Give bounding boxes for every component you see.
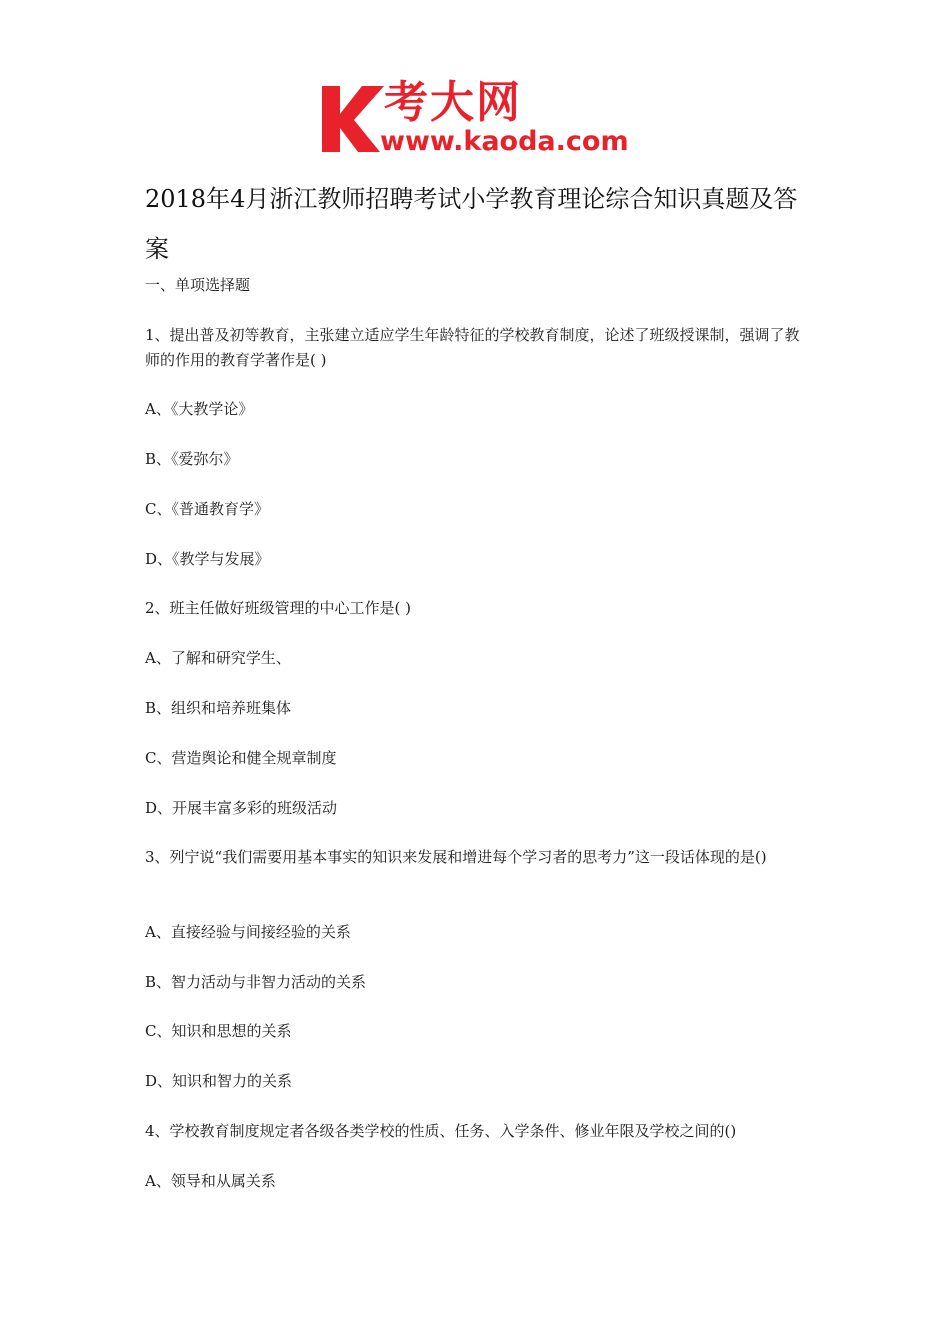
question-option: B、智力活动与非智力活动的关系: [145, 973, 367, 991]
question-option: A、了解和研究学生、: [145, 649, 291, 667]
question-stem: 1、提出普及初等教育，主张建立适应学生年龄特征的学校教育制度，论述了班级授课制，强调了教师的作用的教育学著作是( ): [145, 326, 800, 369]
question-option: D、知识和智力的关系: [145, 1072, 293, 1090]
question-option: C、《普通教育学》: [145, 500, 269, 518]
section-heading: 一、单项选择题: [145, 276, 251, 294]
kaoda-logo: [318, 78, 640, 160]
question-option: D、开展丰富多彩的班级活动: [145, 799, 338, 817]
question-option: C、知识和思想的关系: [145, 1022, 292, 1040]
question-stem: 2、班主任做好班级管理的中心工作是( ): [145, 599, 412, 617]
question-option: A、《大教学论》: [145, 400, 254, 418]
logo-brand-text: 考大网: [384, 77, 522, 128]
logo-url-text: www.kaoda.com: [380, 126, 629, 157]
question-stem: 4、学校教育制度规定者各级各类学校的性质、任务、入学条件、修业年限及学校之间的(): [145, 1122, 737, 1140]
document-title: 2018年4月浙江教师招聘考试小学教育理论综合知识真题及答案: [145, 185, 798, 263]
question-option: A、领导和从属关系: [145, 1172, 276, 1190]
question-option: A、直接经验与间接经验的关系: [145, 923, 351, 941]
question-option: C、营造舆论和健全规章制度: [145, 749, 337, 767]
question-stem: 3、列宁说“我们需要用基本事实的知识来发展和增进每个学习者的思考力”这一段话体现的是(): [145, 848, 767, 866]
question-option: B、《爱弥尔》: [145, 450, 239, 468]
question-option: B、组织和培养班集体: [145, 699, 292, 717]
question-option: D、《教学与发展》: [145, 550, 270, 568]
